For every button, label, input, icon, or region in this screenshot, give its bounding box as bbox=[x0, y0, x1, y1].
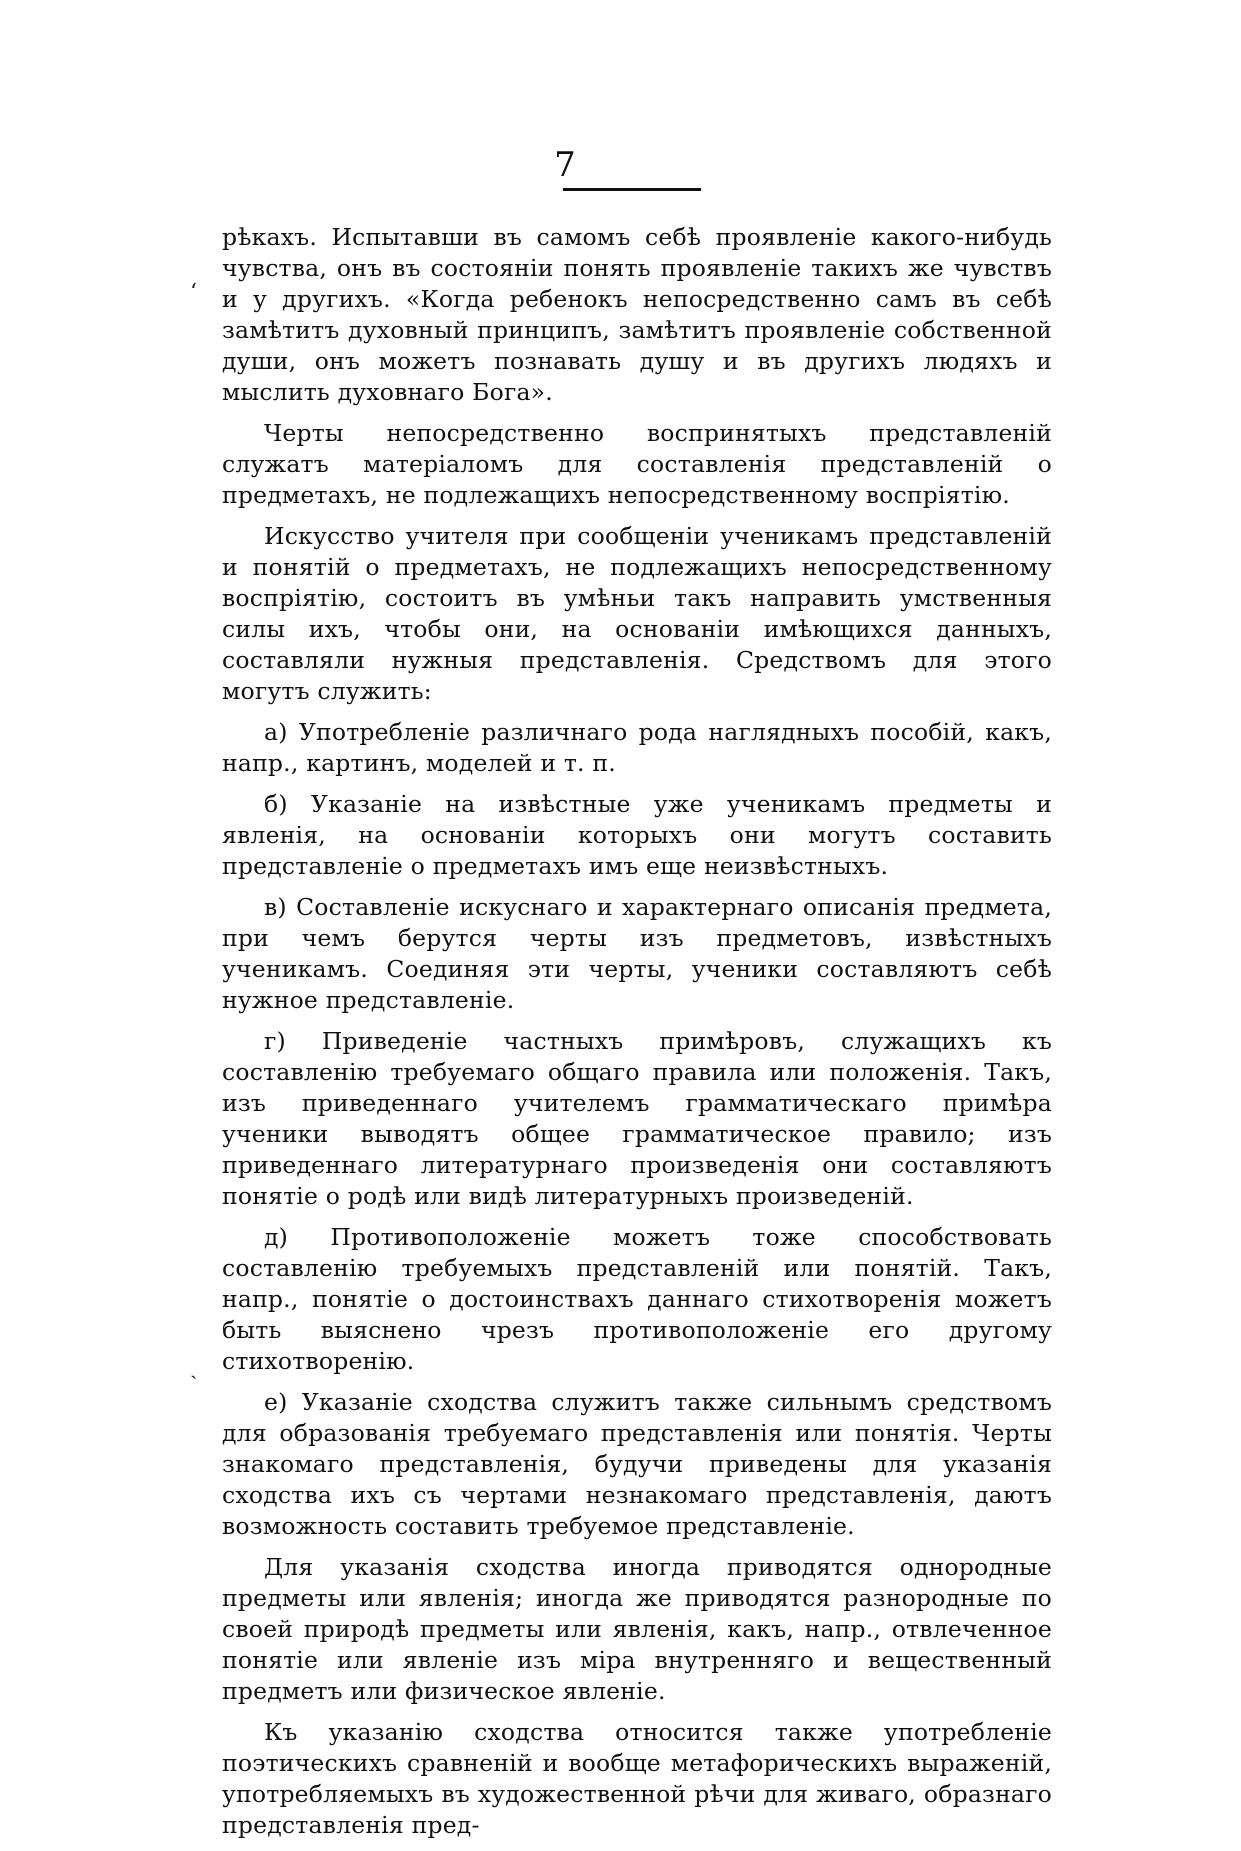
paragraph: рѣкахъ. Испытавши въ самомъ себѣ проявленіе какого-нибудь чувства, онъ въ состояніи понять проявленіе такихъ же чувствъ и у другихъ. «Когда ребенокъ непосредственно самъ въ себѣ замѣтитъ духовный принципъ, замѣтитъ проявленіе собственной души, онъ можетъ познавать душу и въ другихъ людяхъ и мыслить духовнаго Бога». bbox=[222, 223, 1052, 406]
list-item-g: г) Приведеніе частныхъ примѣровъ, служащихъ къ составленію требуемаго общаго правила или положенія. Такъ, изъ приведеннаго учителемъ грамматическаго примѣра ученики выводятъ общее грамматическое правило; изъ приведеннаго литературнаго произведенія они составляютъ понятіе о родѣ или видѣ литературныхъ произведеній. bbox=[222, 1027, 1052, 1210]
margin-mark: ˎ bbox=[190, 1355, 198, 1380]
page-number: 7 bbox=[554, 145, 576, 185]
list-item-b: б) Указаніе на извѣстные уже ученикамъ предметы и явленія, на основаніи которыхъ они могутъ составить представленіе о предметахъ имъ еще неизвѣстныхъ. bbox=[222, 790, 1052, 880]
paragraph: Къ указанію сходства относится также употребленіе поэтическихъ сравненій и вообще метафорическихъ выраженій, употребляемыхъ въ художественной рѣчи для живаго, образнаго представленія пред- bbox=[222, 1718, 1052, 1839]
body-text bbox=[222, 222, 1052, 1851]
list-item-d: д) Противоположеніе можетъ тоже способствовать составленію требуемыхъ представленій или понятій. Такъ, напр., понятіе о достоинствахъ даннаго стихотворенія можетъ быть выяснено чрезъ противоположеніе его другому стихотворенію. bbox=[222, 1223, 1052, 1375]
list-item-a: а) Употребленіе различнаго рода наглядныхъ пособій, какъ, напр., картинъ, моделей и т. п. bbox=[222, 718, 1052, 777]
paragraph: Для указанія сходства иногда приводятся однородные предметы или явленія; иногда же приводятся разнородные по своей природѣ предметы или явленія, какъ, напр., отвлеченное понятіе или явленіе изъ міра внутренняго и вещественный предметъ или физическое явленіе. bbox=[222, 1553, 1052, 1705]
list-item-v: в) Составленіе искуснаго и характернаго описанія предмета, при чемъ берутся черты изъ предметовъ, извѣстныхъ ученикамъ. Соединяя эти черты, ученики составляютъ себѣ нужное представленіе. bbox=[222, 893, 1052, 1014]
margin-mark: ʻ bbox=[190, 280, 197, 305]
paragraph: Искусство учителя при сообщеніи ученикамъ представленій и понятій о предметахъ, не подлежащихъ непосредственному воспріятію, состоитъ въ умѣньи такъ направить умственныя силы ихъ, чтобы они, на основаніи имѣющихся данныхъ, составляли нужныя представленія. Средствомъ для этого могутъ служить: bbox=[222, 522, 1052, 705]
paragraph: Черты непосредственно воспринятыхъ представленій служатъ матеріаломъ для составленія представленій о предметахъ, не подлежащихъ непосредственному воспріятію. bbox=[222, 419, 1052, 509]
header-rule bbox=[563, 188, 701, 191]
list-item-e: е) Указаніе сходства служитъ также сильнымъ средствомъ для образованія требуемаго представленія или понятія. Черты знакомаго представленія, будучи приведены для указанія сходства ихъ съ чертами незнакомаго представленія, даютъ возможность составить требуемое представленіе. bbox=[222, 1388, 1052, 1540]
